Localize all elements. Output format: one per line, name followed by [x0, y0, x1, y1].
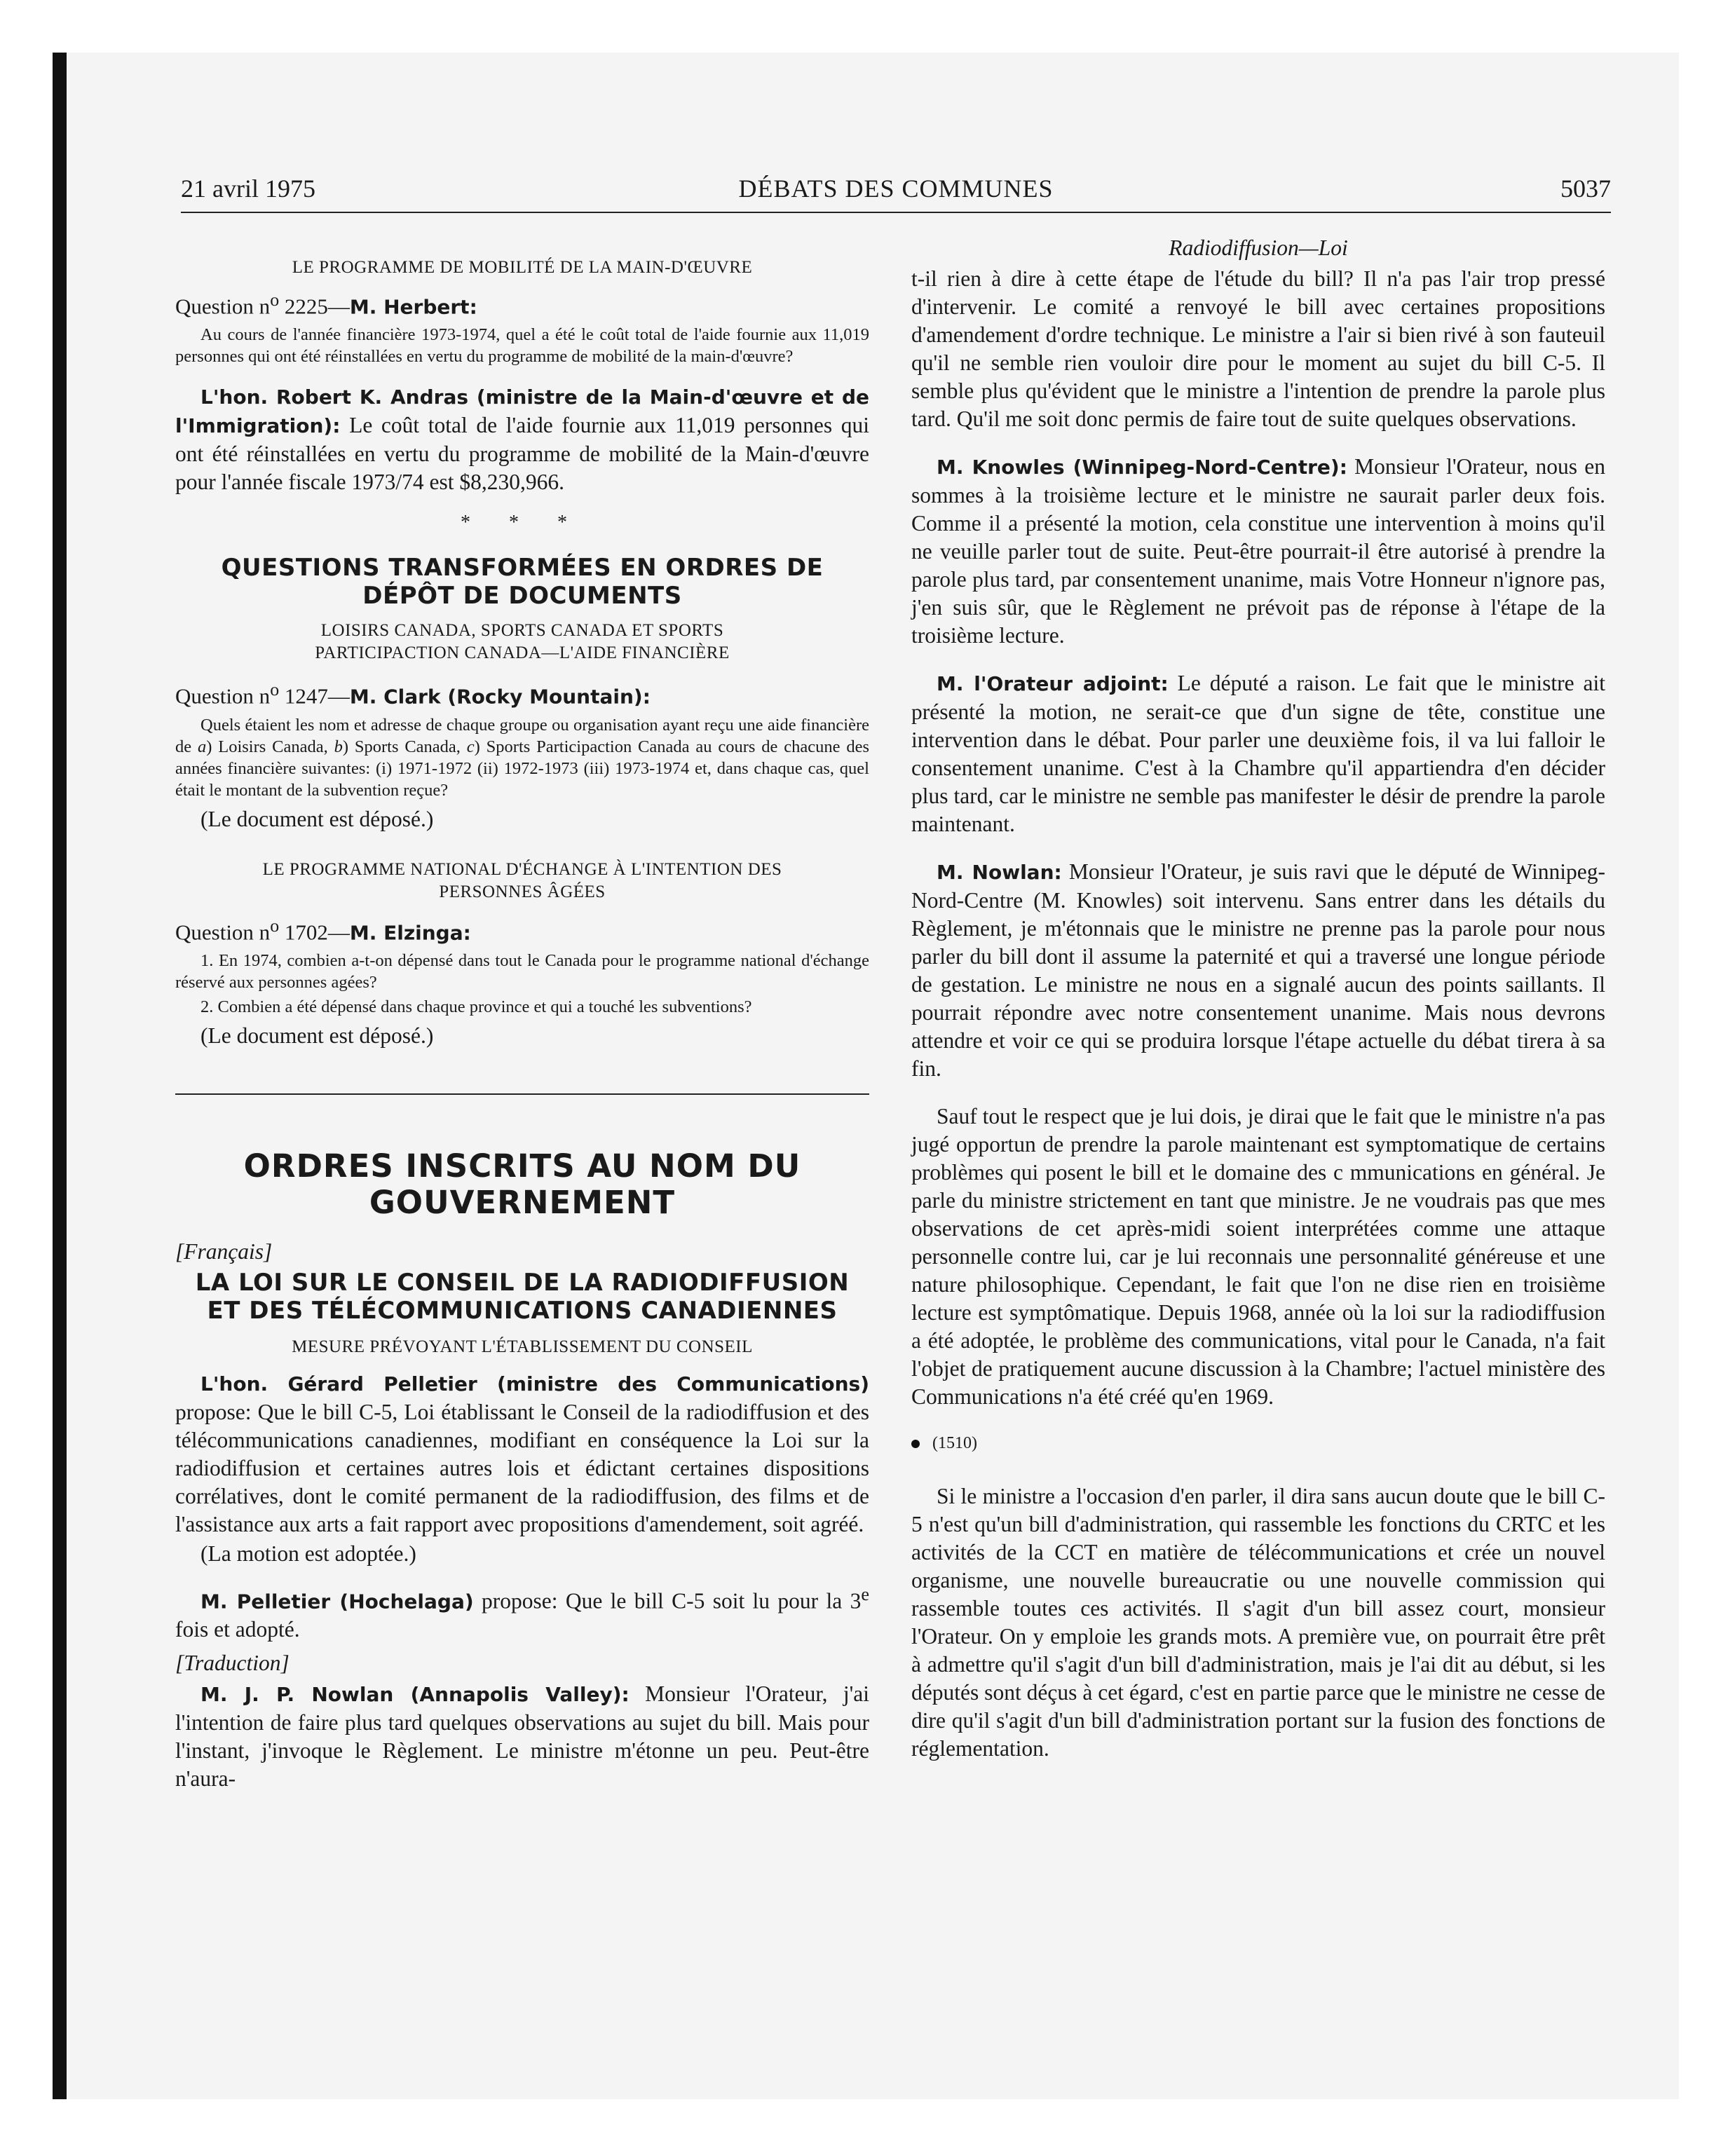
header-title: DÉBATS DES COMMUNES [738, 175, 1054, 203]
question-body-part: ) Sports Canada, [342, 737, 467, 756]
document-deposited-note: (Le document est déposé.) [200, 1023, 434, 1048]
orders-title [175, 1148, 869, 1221]
question-member: M. Elzinga: [349, 920, 471, 944]
paragraph-sauf-respect: Sauf tout le respect que je lui dois, je dirai que le fait que le ministre n'a pas jugé opportun de prendre la parole maintenant est symptomatique de certains problèmes qui posent le bill et le domaine des c mmunications en général. Je parle du ministre strictement en tant que ministre. Je ne voudrais pas que mes observations de cet après-midi soient interprétées comme une attaque personnelle contre lui, car je lui reconnais une personnalité généreuse et une nature philosophique. Cependant, le fait que l'on ne dise rien en troisième lecture est symptômatique. Depuis 1968, année où la loi sur la radiodiffusion a été adoptée, le problème des communications, vital pour le Canada, n'a fait l'objet de pratiquement aucune discussion à la Chambre; l'actuel ministère des Communications n'a été créé qu'en 1969. [911, 1104, 1605, 1409]
question-number-sup: o [270, 289, 280, 310]
section-title-questions-transformees [175, 554, 869, 610]
section-separator-stars: * * * [461, 512, 584, 534]
question-member: M. Herbert: [349, 295, 477, 319]
question-number-sup: o [270, 915, 280, 936]
question-letter-b: b [334, 737, 343, 756]
speaker-name: M. l'Orateur adjoint: [937, 672, 1169, 695]
time-marker [911, 1432, 1605, 1454]
paragraph-final: Si le ministre a l'occasion d'en parler, il dira sans aucun doute que le bill C-5 n'est qu'un bill d'administration, qui rassemble les fonctions du CRTC et les activités de la CCT en matière de télécommunications et crée un nouvel organisme, une nouvelle bureaucratie ou une nouvelle commission qui rassemble toutes ces activités. Il s'agit d'un bill assez court, monsieur l'Orateur. On y emploie les grands mots. A première vue, on pourrait être prêt à admettre qu'il s'agit d'un bill d'administration, mais je l'ai dit au début, si les députés sont déçus à cet égard, c'est en partie parce que le ministre ne cesse de dire qu'il s'agit d'un bill d'administration portant sur la fusion des fonctions de réglementation. [911, 1484, 1605, 1761]
speech-continuation: t-il rien à dire à cette étape de l'étude du bill? Il n'a pas l'air trop pressé d'intervenir. Le comité a renvoyé le bill avec certaines propositions d'amendement d'ordre technique. Le ministre a l'air si bien rivé à son fauteuil qu'il ne semble rien vouloir dire pour le moment au sujet du bill C-5. Il semble plus qu'évident que le ministre a l'intention de prendre la parole plus tard. Qu'il me soit donc permis de faire tout de suite quelques observations. [911, 266, 1605, 431]
ordinal-sup: e [861, 1583, 869, 1604]
binding-edge [53, 53, 67, 2099]
subsection-line-1: LE PROGRAMME NATIONAL D'ÉCHANGE À L'INTENTION DES [262, 859, 782, 879]
language-marker-french: [Français] [175, 1239, 273, 1264]
nowlan-second-speech [911, 858, 1605, 1083]
question-number: 1702— [279, 919, 350, 944]
speech-text: propose: Que le bill C-5 soit lu pour la 3 [473, 1588, 862, 1613]
question-1247-body [175, 714, 869, 801]
orders-title-line-2: GOUVERNEMENT [369, 1183, 676, 1221]
question-2225-body: Au cours de l'année financière 1973-1974, quel a été le coût total de l'aide fournie aux 11,019 personnes qui ont été réinstallées en vertu du programme de mobilité de la main-d'œuvre? [175, 325, 869, 367]
bullet-dot-icon [911, 1440, 920, 1448]
question-1702-item-2: 2. Combien a été dépensé dans chaque province et qui a touché les subventions? [200, 997, 752, 1016]
orders-title-line-1: ORDRES INSCRITS AU NOM DU [243, 1147, 801, 1185]
question-number: 2225— [279, 294, 350, 319]
answer-text: Le coût total de l'aide fournie aux 11,019 personnes qui ont été réinstallées en vertu du programme de mobilité de la Main-d'œuvre pour l'année fiscale 1973/74 est $8,230,966. [175, 413, 869, 495]
question-number: 1247— [279, 683, 350, 709]
bill-title [175, 1269, 869, 1325]
subsection-heading-echange [175, 859, 869, 903]
speaker-name: L'hon. Gérard Pelletier (ministre des Communications) [200, 1372, 869, 1396]
question-letter-c: c [466, 737, 475, 756]
question-number-prefix: Question n [175, 683, 271, 709]
subsection-line-2: PARTICIPACTION CANADA—L'AIDE FINANCIÈRE [315, 643, 730, 663]
speech-text: Le député a raison. Le fait que le ministre ait présenté la motion, ne serait-ce que d'un signe de tête, constitue une intervention dans le débat. Pour parler une deuxième fois, il va lui falloir le consentement unanime. C'est à la Chambre qu'il appartiendra d'en décider plus tard, car le ministre ne semble pas manifester le désir de prendre la parole maintenant. [911, 671, 1605, 836]
question-1702-item-1: 1. En 1974, combien a-t-on dépensé dans tout le Canada pour le programme national d'échange réservé aux personnes agées? [175, 950, 869, 992]
speech-text: propose: Que le bill C-5, Loi établissant le Conseil de la radiodiffusion et des télécommunications canadiennes, modifiant en conséquence la Loi sur la radiodiffusion et certaines autres lois et édictant certaines dispositions corrélatives, dont le comité permanent de la radiodiffusion, des films et de l'assistance aux arts a fait rapport avec propositions d'amendement, soit agréé. [175, 1399, 869, 1536]
motion-adopted-note: (La motion est adoptée.) [200, 1541, 416, 1566]
nowlan-first-speech [175, 1680, 869, 1793]
running-head: Radiodiffusion—Loi [1169, 236, 1348, 260]
speech-text: Monsieur l'Orateur, nous en sommes à la troisième lecture et le ministre ne saurait parler deux fois. Comme il a présenté la motion, cela constitue une intervention à moins qu'il ne veuille parler tout de suite. Peut-être pourrait-il être autorisé à prendre la parole plus tard, par consentement unanime, mais Votre Honneur n'ignore pas, j'en suis sûr, que le Règlement ne prévoit pas de réponse à l'étape de la troisième lecture. [911, 454, 1605, 648]
question-2225-heading [175, 286, 869, 321]
question-number-prefix: Question n [175, 294, 271, 319]
pelletier-motion [175, 1370, 869, 1538]
question-body-part: ) Sports Participaction Canada au cours de chacune des années financière suivantes: (i) 1971-1972 (ii) 1972-1973 (iii) 1973-1974 et, dans chaque cas, quel était le montant de la subvention reçue? [175, 737, 870, 800]
question-1247-heading [175, 676, 869, 711]
section-title-line-1: QUESTIONS TRANSFORMÉES EN ORDRES DE [221, 554, 824, 582]
language-marker-translation: [Traduction] [175, 1651, 290, 1676]
speaker-name: M. J. P. Nowlan (Annapolis Valley): [200, 1683, 630, 1707]
section-title-line-2: DÉPÔT DE DOCUMENTS [362, 582, 682, 610]
question-member: M. Clark (Rocky Mountain): [349, 685, 651, 709]
speaker-name: M. Nowlan: [937, 861, 1062, 884]
knowles-speech [911, 453, 1605, 650]
section-heading-mobilite: LE PROGRAMME DE MOBILITÉ DE LA MAIN-D'ŒUVRE [292, 258, 753, 277]
deputy-speaker-ruling [911, 669, 1605, 838]
question-1702-heading [175, 912, 869, 947]
speech-text: Monsieur l'Orateur, je suis ravi que le député de Winnipeg-Nord-Centre (M. Knowles) soit intervenu. Sans entrer dans les détails du Règlement, je m'étonnais que le ministre ne prenne pas la parole pour nous parler du bill dont il assume la paternité et qui a traversé une longue période de gestation. Le ministre ne nous en a signalé aucun des points saillants. Il pourrait répondre avec notre consentement unanime. Mais nous devrons attendre et voir ce qui se produira lorsque l'étape actuelle du débat tirera à sa fin. [911, 859, 1605, 1081]
document-deposited-note: (Le document est déposé.) [200, 806, 434, 831]
speech-text: Monsieur l'Orateur, j'ai l'intention de faire plus tard quelques observations au sujet du bill. Mais pour l'instant, j'invoque le Règlement. Le ministre m'étonne un peu. Peut-être n'aura- [175, 1681, 869, 1792]
answer-speaker: L'hon. Robert K. Andras (ministre de la Main-d'œuvre et de l'Immigration): [175, 386, 869, 438]
bill-title-line-2: ET DES TÉLÉCOMMUNICATIONS CANADIENNES [207, 1296, 838, 1325]
subsection-line-2: PERSONNES ÂGÉES [439, 882, 606, 901]
speaker-name: M. Knowles (Winnipeg-Nord-Centre): [937, 456, 1347, 479]
subsection-line-1: LOISIRS CANADA, SPORTS CANADA ET SPORTS [320, 621, 724, 641]
question-number-prefix: Question n [175, 919, 271, 944]
right-column [911, 223, 1605, 1763]
question-letter-a: a [197, 737, 207, 756]
bill-title-line-1: LA LOI SUR LE CONSEIL DE LA RADIODIFFUSION [195, 1268, 850, 1297]
question-body-part: ) Loisirs Canada, [206, 737, 334, 756]
speaker-name: M. Pelletier (Hochelaga) [200, 1590, 474, 1613]
header-page-number: 5037 [1560, 175, 1611, 203]
time-marker-text: (1510) [932, 1434, 977, 1452]
speech-text: fois et adopté. [175, 1617, 300, 1642]
subsection-heading-loisirs [175, 620, 869, 664]
hochelaga-motion [175, 1581, 869, 1644]
question-number-sup: o [270, 679, 280, 700]
page-header [181, 172, 1611, 213]
bill-subtitle: MESURE PRÉVOYANT L'ÉTABLISSEMENT DU CONSEIL [292, 1337, 753, 1356]
question-body-part: Quels étaient les nom et adresse de chaque groupe ou organisation ayant reçu une aide financière de [175, 715, 869, 756]
answer-andras [175, 383, 869, 496]
left-column [175, 223, 869, 1793]
section-divider-rule [175, 1093, 869, 1095]
header-date: 21 avril 1975 [181, 175, 315, 203]
